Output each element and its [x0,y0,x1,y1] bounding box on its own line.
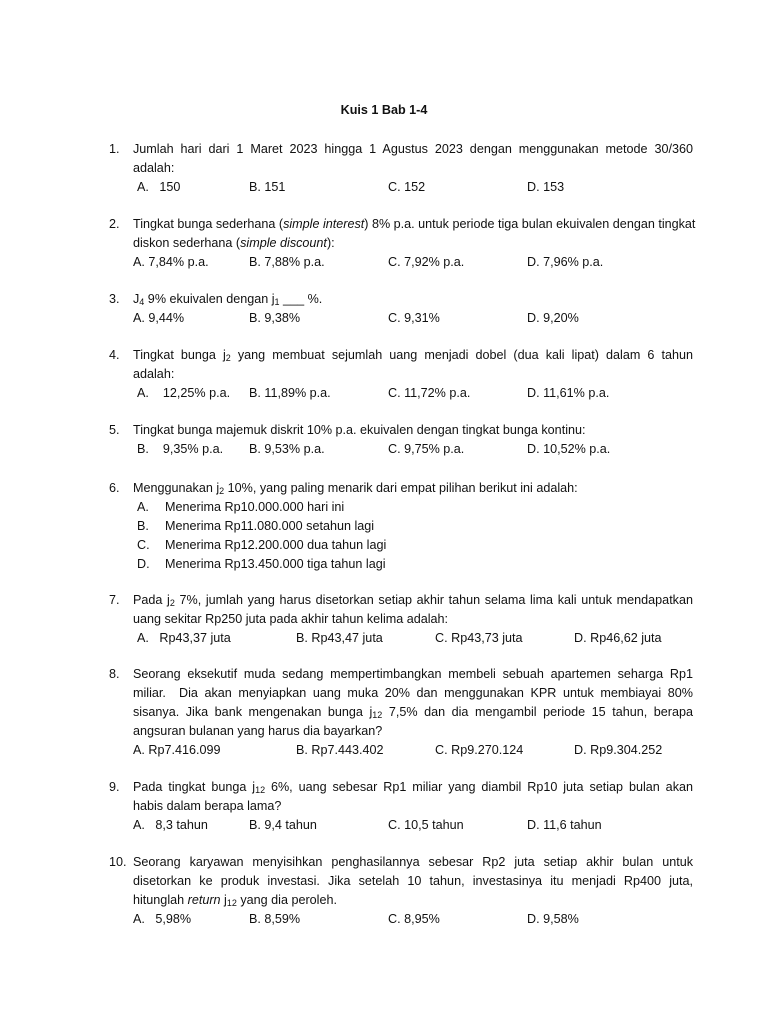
question-text: Seorang eksekutif muda sedang mempertimbangkan membeli sebuah apartemen seharga Rp1 [133,667,693,681]
option-c: C. 9,75% p.a. [388,442,465,456]
question-number: 3. [109,292,120,306]
option-d: D. 11,6 tahun [527,818,602,832]
option-d: D. 7,96% p.a. [527,255,604,269]
question-text: adalah: [133,367,175,381]
option-c: C. 9,31% [388,311,440,325]
option-b: B. 7,88% p.a. [249,255,325,269]
question-number: 6. [109,481,120,495]
option-c: C. 11,72% p.a. [388,386,471,400]
question-text: $J_4$ 9% ekuivalen dengan $j_1$ ___ %. [133,292,323,307]
question-text: hitunglah return $j_{12}$ yang dia peroleh. [133,893,337,908]
question-text: miliar. Dia akan menyiapkan uang muka 20% dan menggunakan KPR untuk membiayai 80% [133,686,693,700]
option-b: B. 9,38% [249,311,301,325]
option-d: D. 153 [527,180,565,194]
question-number: 7. [109,593,120,607]
question-text: adalah: [133,161,175,175]
question-text: uang sekitar Rp250 juta pada akhir tahun kelima adalah: [133,612,449,626]
option-c: C. Menerima Rp12.200.000 dua tahun lagi [137,538,387,552]
option-c: C. 10,5 tahun [388,818,464,832]
option-a: A. 12,25% p.a. [137,386,231,400]
option-b: B. Rp7.443.402 [296,743,384,757]
option-a: A. 150 [137,180,181,194]
option-b: B. 11,89% p.a. [249,386,331,400]
option-d: D. 11,61% p.a. [527,386,610,400]
option-a: A. 9,44% [133,311,185,325]
question-text: Menggunakan $j_2$ 10%, yang paling menarik dari empat pilihan berikut ini adalah: [133,481,578,496]
option-d: D. Rp46,62 juta [574,631,662,645]
option-d: D. 9,20% [527,311,579,325]
question-number: 1. [109,142,120,156]
question-number: 5. [109,423,120,437]
question-text: diskon sederhana (simple discount): [133,236,335,250]
question-text: Tingkat bunga sederhana (simple interest) 8% p.a. untuk periode tiga bulan ekuivalen dengan tingkat [133,217,696,231]
question-text: disetorkan ke produk investasi. Jika setelah 10 tahun, investasinya itu menjadi Rp400 juta, [133,874,693,888]
option-a: A. Rp7.416.099 [133,743,221,757]
option-b: B. Rp43,47 juta [296,631,383,645]
option-a: A. 5,98% [133,912,192,926]
option-b: B. 8,59% [249,912,301,926]
option-c: C. 8,95% [388,912,440,926]
option-d: D. 9,58% [527,912,579,926]
option-a: B. 9,35% p.a. [137,442,224,456]
option-d: D. Menerima Rp13.450.000 tiga tahun lagi [137,557,386,571]
quiz-title: Kuis 1 Bab 1-4 [340,103,428,117]
question-text: Pada tingkat bunga $j_{12}$ 6%, uang sebesar Rp1 miliar yang diambil Rp10 juta setiap bulan akan [133,780,693,795]
question-text: Pada $j_2$ 7%, jumlah yang harus disetorkan setiap akhir tahun selama lima kali untuk mendapatkan [133,593,693,608]
question-number: 10. [109,855,127,869]
option-c: C. Rp43,73 juta [435,631,523,645]
option-a: A. Menerima Rp10.000.000 hari ini [137,500,345,514]
option-b: B. 9,53% p.a. [249,442,325,456]
question-text: angsuran bulanan yang harus dia bayarkan? [133,724,383,738]
question-text: Tingkat bunga majemuk diskrit 10% p.a. ekuivalen dengan tingkat bunga kontinu: [133,423,586,437]
question-number: 4. [109,348,120,362]
question-text: Seorang karyawan menyisihkan penghasilannya sebesar Rp2 juta setiap akhir bulan untuk [133,855,693,869]
option-a: A. Rp43,37 juta [137,631,231,645]
option-c: C. 152 [388,180,426,194]
question-text: sisanya. Jika bank mengenakan bunga $j_{12}$ 7,5% dan dia mengambil periode 15 tahun, berapa [133,705,693,720]
question-number: 9. [109,780,120,794]
option-c: C. 7,92% p.a. [388,255,465,269]
question-number: 8. [109,667,120,681]
option-d: D. Rp9.304.252 [574,743,663,757]
option-a: A. 8,3 tahun [133,818,208,832]
option-d: D. 10,52% p.a. [527,442,611,456]
option-c: C. Rp9.270.124 [435,743,524,757]
option-b: B. Menerima Rp11.080.000 setahun lagi [137,519,375,533]
question-text: habis dalam berapa lama? [133,799,282,813]
question-text: Tingkat bunga $j_2$ yang membuat sejumlah uang menjadi dobel (dua kali lipat) dalam 6 tahun [133,348,693,363]
question-text: Jumlah hari dari 1 Maret 2023 hingga 1 Agustus 2023 dengan menggunakan metode 30/360 [133,142,693,156]
question-number: 2. [109,217,120,231]
option-b: B. 9,4 tahun [249,818,317,832]
option-a: A. 7,84% p.a. [133,255,209,269]
option-b: B. 151 [249,180,286,194]
